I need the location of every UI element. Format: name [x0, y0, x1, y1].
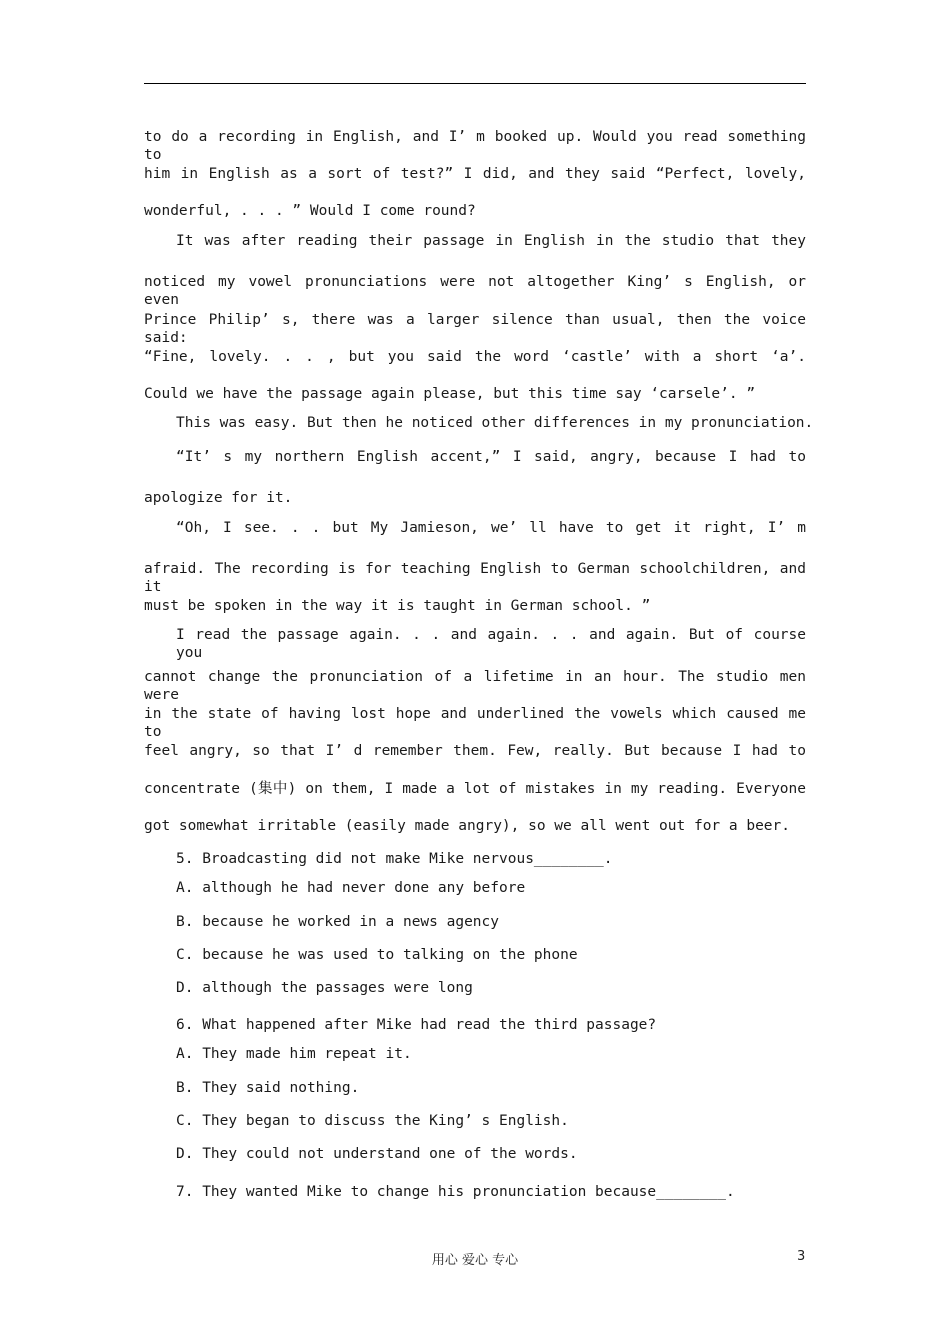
- body-line: him in English as a sort of test?” I did, and they said “Perfect, lovely,: [144, 166, 806, 182]
- question-6-option-a: A. They made him repeat it.: [176, 1046, 412, 1062]
- question-5-option-c: C. because he was used to talking on the phone: [176, 947, 578, 963]
- paragraph-first-line: It was after reading their passage in English in the studio that they: [176, 233, 806, 249]
- paragraph-first-line: “Oh, I see. . . but My Jamieson, we’ ll have to get it right, I’ m: [176, 520, 806, 536]
- body-line: cannot change the pronunciation of a lifetime in an hour. The studio men were: [144, 669, 806, 703]
- body-line: to do a recording in English, and I’ m booked up. Would you read something to: [144, 129, 806, 163]
- question-6: 6. What happened after Mike had read the third passage?: [176, 1017, 657, 1033]
- question-6-option-d: D. They could not understand one of the words.: [176, 1146, 578, 1162]
- question-5-option-b: B. because he worked in a news agency: [176, 914, 500, 930]
- paragraph-first-line: I read the passage again. . . and again. . . and again. But of course you: [176, 627, 806, 661]
- question-6-option-b: B. They said nothing.: [176, 1080, 360, 1096]
- header-rule: [144, 83, 806, 84]
- body-line: concentrate (集中) on them, I made a lot of mistakes in my reading. Everyone: [144, 781, 806, 797]
- question-7: 7. They wanted Mike to change his pronunciation because________.: [176, 1184, 735, 1200]
- body-line: afraid. The recording is for teaching English to German schoolchildren, and it: [144, 561, 806, 595]
- question-5-option-d: D. although the passages were long: [176, 980, 473, 996]
- body-line: “Fine, lovely. . . , but you said the word ‘castle’ with a short ‘a’.: [144, 349, 806, 365]
- paragraph-first-line: This was easy. But then he noticed other differences in my pronunciation.: [176, 415, 814, 431]
- footer-motto: 用心 爱心 专心: [431, 1253, 519, 1268]
- body-line: Prince Philip’ s, there was a larger silence than usual, then the voice said:: [144, 312, 806, 346]
- body-line: apologize for it.: [144, 490, 293, 506]
- body-line: wonderful, . . . ” Would I come round?: [144, 203, 476, 219]
- body-line: must be spoken in the way it is taught in German school. ”: [144, 598, 651, 614]
- page-number: 3: [797, 1249, 806, 1264]
- body-line: in the state of having lost hope and underlined the vowels which caused me to: [144, 706, 806, 740]
- body-line: feel angry, so that I’ d remember them. Few, really. But because I had to: [144, 743, 806, 759]
- question-6-option-c: C. They began to discuss the King’ s English.: [176, 1113, 569, 1129]
- body-line: got somewhat irritable (easily made angry), so we all went out for a beer.: [144, 818, 791, 834]
- paragraph-first-line: “It’ s my northern English accent,” I said, angry, because I had to: [176, 449, 806, 465]
- question-5: 5. Broadcasting did not make Mike nervous________.: [176, 851, 613, 867]
- body-line: Could we have the passage again please, but this time say ‘carsele’. ”: [144, 386, 756, 402]
- question-5-option-a: A. although he had never done any before: [176, 880, 526, 896]
- body-line: noticed my vowel pronunciations were not altogether King’ s English, or even: [144, 274, 806, 308]
